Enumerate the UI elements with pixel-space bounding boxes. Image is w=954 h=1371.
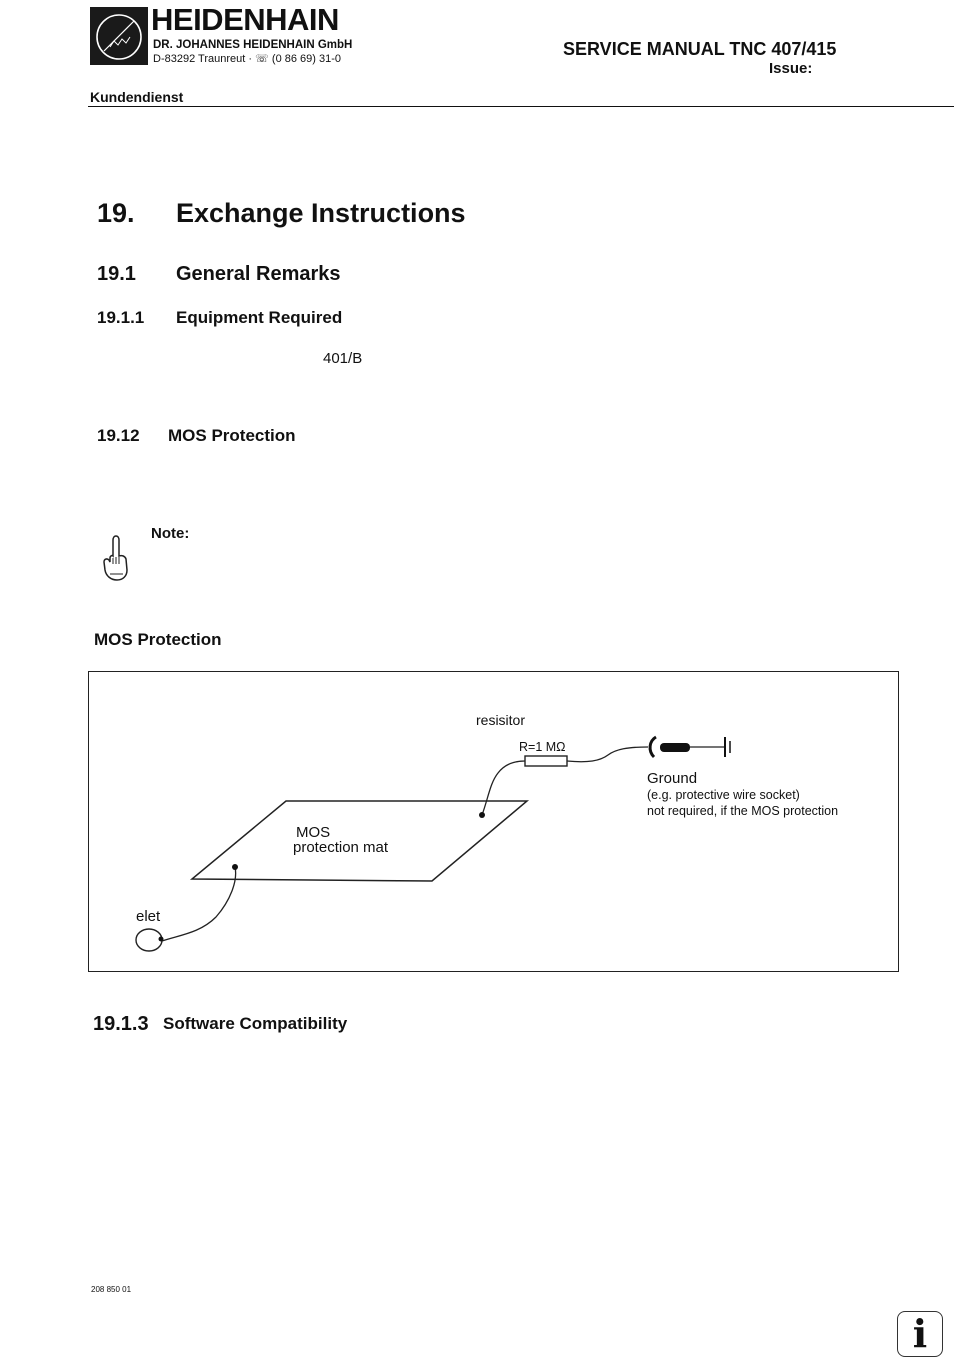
pointing-hand-icon [101,534,131,589]
bracelet-label: elet [136,908,161,925]
header-divider [88,106,954,107]
ground-label: Ground [647,770,698,787]
heidenhain-logo-icon [90,7,148,65]
figure-title: MOS Protection [94,630,222,649]
ground-plug-shape [650,737,656,757]
mat-bracelet-wire [162,867,236,941]
subsection-number: 19.1 [97,263,136,285]
mos-section-title: MOS Protection [168,426,296,445]
info-icon[interactable]: i [897,1311,943,1357]
subsection-title: General Remarks [176,263,341,285]
wrist-bracelet-shape [136,929,162,951]
brand-name: HEIDENHAIN [151,2,339,37]
mat-label-2: protection mat [293,839,389,856]
section-number: 19. [97,198,135,228]
ground-note-1: (e.g. protective wire socket) [647,788,800,802]
mat-label-1: MOS [296,824,331,841]
resistor-shape [525,756,567,766]
manual-title: SERVICE MANUAL TNC 407/415 [563,39,837,59]
mos-section-number: 19.12 [97,426,140,445]
software-section-number: 19.1.3 [93,1013,149,1035]
part-number: 401/B [323,350,363,367]
department-label: Kundendienst [90,89,184,105]
resistor-label: resisitor [476,712,526,728]
resistor-ground-wire [567,747,648,762]
note-label: Note: [151,525,190,542]
resistor-value: R=1 MΩ [519,740,566,754]
subsubsection-number: 19.1.1 [97,308,145,327]
company-name: DR. JOHANNES HEIDENHAIN GmbH [153,39,353,51]
section-title: Exchange Instructions [176,198,466,228]
software-section-title: Software Compatibility [163,1014,348,1033]
document-code: 208 850 01 [91,1285,132,1294]
mat-resistor-wire [482,761,525,815]
issue-label: Issue: [769,60,813,77]
ground-note-2: not required, if the MOS protection [647,804,839,818]
company-address: D-83292 Traunreut · ☏ (0 86 69) 31-0 [153,53,342,65]
subsubsection-title: Equipment Required [176,308,343,327]
